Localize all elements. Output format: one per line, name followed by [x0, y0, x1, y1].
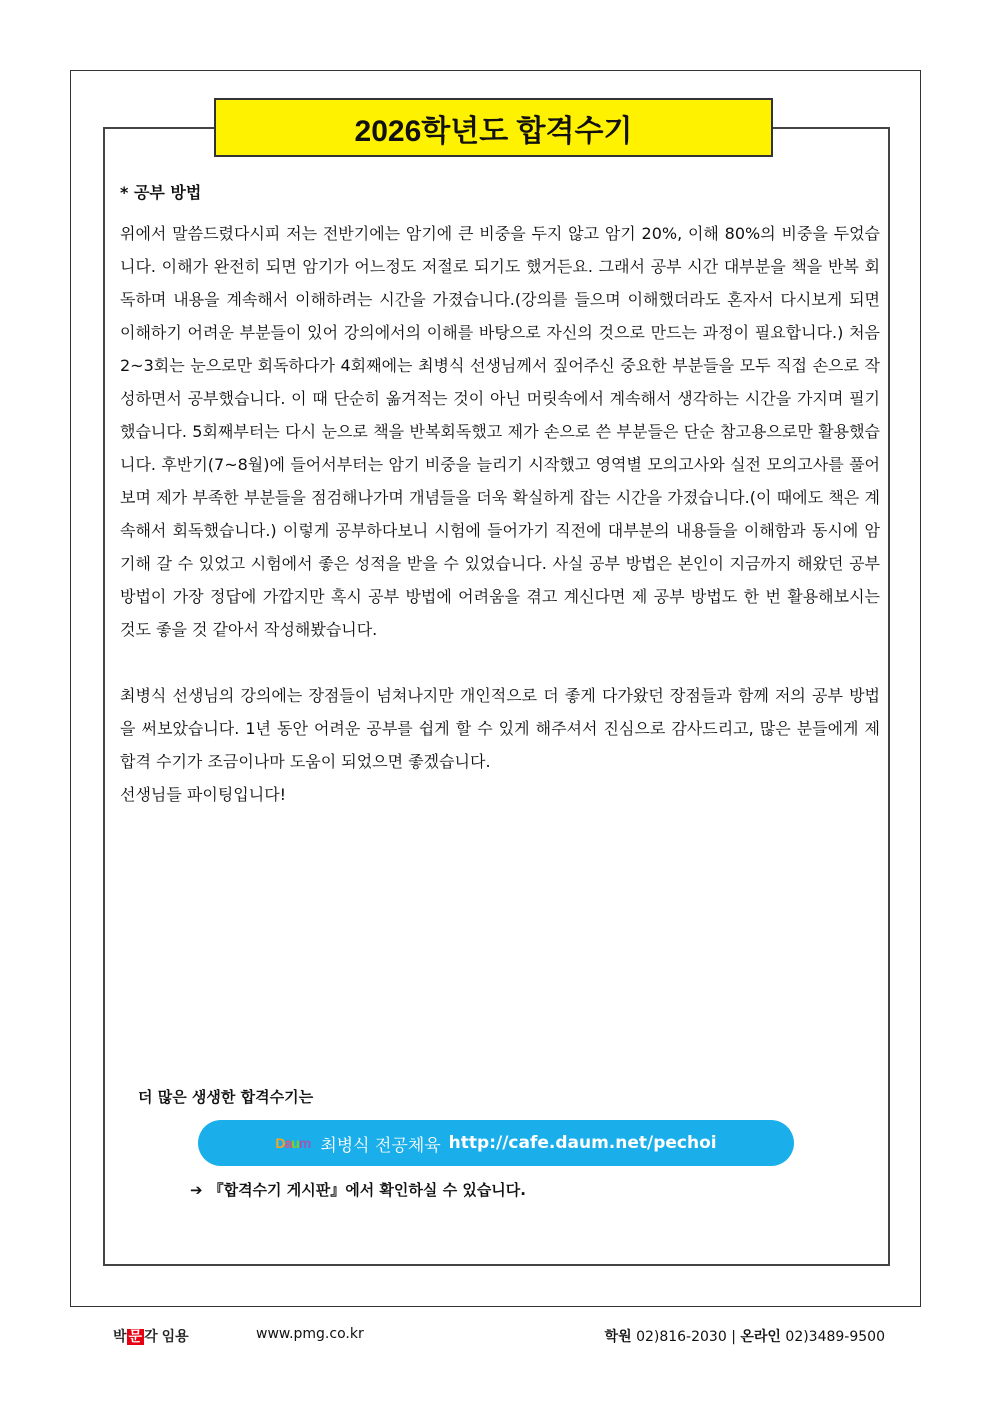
online-phone: 02)3489-9500: [785, 1329, 885, 1345]
section-heading: * 공부 방법: [120, 183, 202, 202]
paragraph: 선생님들 파이팅입니다!: [120, 785, 287, 804]
daum-logo: [275, 1135, 310, 1151]
separator: |: [731, 1329, 736, 1345]
brand-char: 박: [113, 1329, 127, 1345]
brand-sub: 임용: [161, 1329, 189, 1345]
brand-char: 각: [144, 1329, 158, 1345]
cafe-link-banner[interactable]: [198, 1120, 794, 1166]
more-reviews-label: 더 많은 생생한 합격수기는: [138, 1088, 314, 1106]
online-label: 온라인: [740, 1329, 781, 1345]
daum-logo-letter: m: [298, 1135, 311, 1151]
brand-logo: [113, 1326, 189, 1346]
paragraph: 위에서 말씀드렸다시피 저는 전반기에는 암기에 큰 비중을 두지 않고 암기 20%, 이해 80%의 비중을 두었습니다. 이해가 완전히 되면 암기가 어느정도 저절로 되기도 했거든요. 그래서 공부 시간 대부분을 책을 반복 회독하며 내용을 계속해서 이해하려는 시간을 가졌습니다.(강의를 들으며 이해했더라도 혼자서 다시보게 되면 이해하기 어려운 부분들이 있어 강의에서의 이해를 바탕으로 자신의 것으로 만드는 과정이 필요합니다.) 처음 2~3회는 눈으로만 회독하다가 4회째에는 최병식 선생님께서 짚어주신 중요한 부분들을 모두 직접 손으로 작성하면서 공부했습니다. 이 때 단순히 옮겨적는 것이 아닌 머릿속에서 계속해서 생각하는 시간을 가지며 필기했습니다. 5회째부터는 다시 눈으로 책을 반복회독했고 제가 손으로 쓴 부분들은 단순 참고용으로만 활용했습니다. 후반기(7~8월)에 들어서부터는 암기 비중을 늘리기 시작했고 영역별 모의고사와 실전 모의고사를 풀어보며 제가 부족한 부분들을 점검해나가며 개념들을 더욱 확실하게 잡는 시간을 가졌습니다.(이 때에도 책은 계속해서 회독했습니다.) 이렇게 공부하다보니 시험에 들어가기 직전에 대부분의 내용들을 이해함과 동시에 암기해 갈 수 있었고 시험에서 좋은 성적을 받을 수 있었습니다. 사실 공부 방법은 본인이 지금까지 해왔던 공부 방법이 가장 정답에 가깝지만 혹시 공부 방법에 어려움을 겪고 계신다면 제 공부 방법도 한 번 활용해보시는 것도 좋을 것 같아서 작성해봤습니다.: [120, 224, 880, 639]
academy-label: 학원: [604, 1329, 632, 1345]
cafe-name: 최병식 전공체육: [320, 1135, 441, 1156]
body-text: [120, 217, 880, 811]
board-note-text: 『합격수기 게시판』에서 확인하실 수 있습니다.: [208, 1181, 526, 1199]
page-title: 2026학년도 합격수기: [214, 98, 773, 157]
daum-logo-letter: D: [275, 1135, 285, 1151]
daum-logo-letter: u: [291, 1135, 299, 1151]
footer: [0, 1320, 992, 1350]
cafe-url[interactable]: http://cafe.daum.net/pechoi: [448, 1133, 717, 1153]
brand-char: 문: [128, 1329, 143, 1345]
board-note: [190, 1179, 526, 1200]
daum-logo-letter: a: [284, 1135, 292, 1151]
site-url[interactable]: www.pmg.co.kr: [256, 1326, 364, 1342]
arrow-right-icon: ➔: [190, 1181, 203, 1199]
paragraph: 최병식 선생님의 강의에는 장점들이 넘쳐나지만 개인적으로 더 좋게 다가왔던 장점들과 함께 저의 공부 방법을 써보았습니다. 1년 동안 어려운 공부를 쉽게 할 수 있게 해주셔서 진심으로 감사드리고, 많은 분들에게 제 합격 수기가 조금이나마 도움이 되었으면 좋겠습니다.: [120, 686, 880, 771]
academy-phone: 02)816-2030: [636, 1329, 727, 1345]
contact-info: [605, 1326, 885, 1346]
